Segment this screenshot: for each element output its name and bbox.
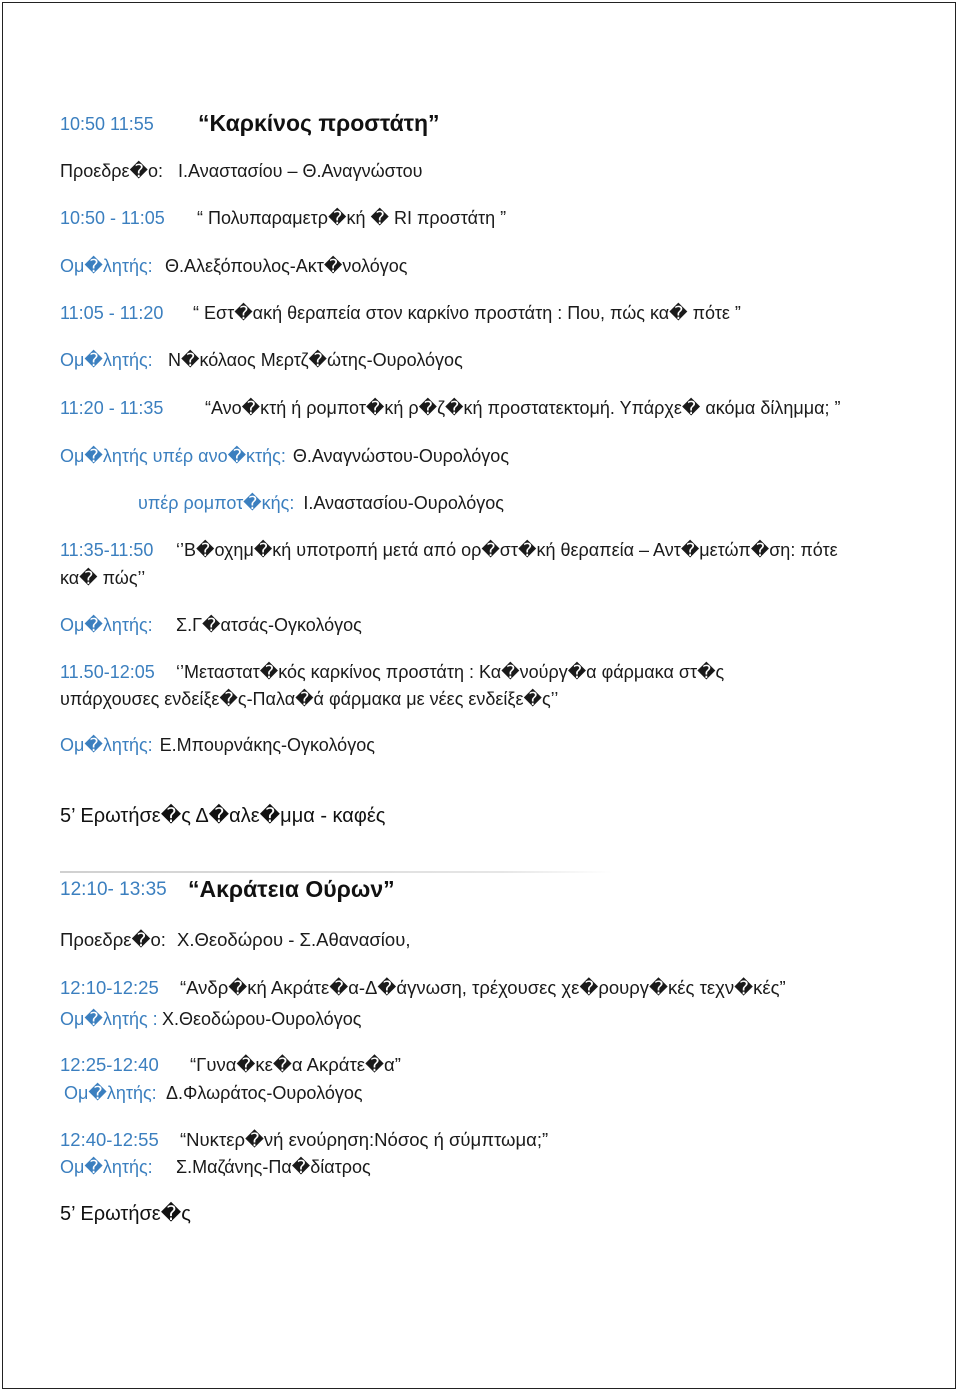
speaker-name: Ν�κόλαος Μερτζ�ώτης-Ουρολόγος — [168, 350, 463, 370]
talk-title: “ Εστ�ακή θεραπεία στον καρκίνο προστάτη : Που, πώς κα� πότε ” — [193, 303, 741, 323]
speaker-row-secondary — [138, 492, 504, 514]
speaker-row — [60, 445, 509, 467]
chairs-label: Προεδρε�ο: — [60, 929, 166, 950]
talk-row — [60, 397, 940, 419]
speaker-label: Ομ�λητής : — [60, 1009, 158, 1029]
talk-time: 11:05 - 11:20 — [60, 303, 164, 323]
speaker-name: Σ.Μαζάνης-Πα�δίατρος — [176, 1157, 371, 1177]
talk-title: “Νυκτερ�νή ενούρηση:Νόσος ή σύμπτωμα;” — [180, 1129, 549, 1150]
talk-time: 11:20 - 11:35 — [60, 398, 164, 418]
speaker-row — [60, 349, 940, 371]
chairs-names: Χ.Θεοδώρου - Σ.Αθανασίου, — [177, 929, 411, 950]
speaker-label: Ομ�λητής υπέρ ανο�κτής: — [60, 446, 286, 466]
session-2-break: 5’ Ερωτήσε�ς — [60, 1203, 191, 1225]
chairs-names: Ι.Αναστασίου – Θ.Αναγνώστου — [178, 161, 423, 181]
talk-time: 11:35-11:50 — [60, 540, 154, 560]
speaker-row — [60, 1008, 940, 1030]
speaker-label: Ομ�λητής: — [60, 615, 153, 635]
talk-title: “Ανδρ�κή Ακράτε�α-Δ�άγνωση, τρέχουσες χε�ρουργ�κές τεχν�κές” — [180, 977, 786, 998]
talk-row — [60, 539, 940, 561]
speaker-name: Θ.Αλεξόπουλος-Ακτ�νολόγος — [165, 256, 408, 276]
talk-row — [60, 302, 940, 324]
speaker-row — [64, 1082, 934, 1104]
talk-title-continuation: κα� πώς’’ — [60, 568, 146, 588]
talk-row — [60, 1054, 940, 1076]
speaker-row — [60, 614, 940, 636]
session-2-chairs — [60, 929, 410, 951]
speaker-name: Ε.Μπουρνάκης-Ογκολόγος — [159, 735, 375, 755]
speaker-name: Χ.Θεοδώρου-Ουρολόγος — [162, 1009, 362, 1029]
talk-time: 12:40-12:55 — [60, 1129, 159, 1150]
speaker-name: Σ.Γ�ατσάς-Ογκολόγος — [176, 615, 362, 635]
session-1-break: 5’ Ερωτήσε�ς Δ�αλε�μμα - καφές — [60, 805, 386, 827]
speaker-name: Θ.Αναγνώστου-Ουρολόγος — [292, 446, 509, 466]
talk-row — [60, 661, 940, 683]
talk-title: ‘’Μεταστατ�κός καρκίνος προστάτη : Κα�νούργ�α φάρμακα στ�ς — [176, 662, 725, 682]
session-1-chairs — [60, 160, 422, 182]
talk-time: 11.50-12:05 — [60, 662, 155, 682]
talk-time: 12:10-12:25 — [60, 977, 159, 998]
speaker-name: Ι.Αναστασίου-Ουρολόγος — [303, 493, 504, 513]
speaker-label: Ομ�λητής: — [60, 1157, 153, 1177]
talk-row — [60, 977, 940, 999]
talk-title-continuation: υπάρχουσες ενδείξε�ς-Παλα�ά φάρμακα με νέες ενδείξε�ς’’ — [60, 689, 559, 709]
talk-time: 10:50 - 11:05 — [60, 208, 165, 228]
speaker-label: Ομ�λητής: — [60, 350, 153, 370]
session-2-time: 12:10- 13:35 — [60, 879, 167, 900]
talk-row — [60, 207, 940, 229]
speaker-label: Ομ�λητής: — [60, 735, 153, 755]
speaker-row — [60, 734, 375, 756]
session-1-time: 10:50 11:55 — [60, 114, 154, 134]
speaker-row — [60, 1156, 940, 1178]
talk-time: 12:25-12:40 — [60, 1054, 159, 1075]
speaker-label: Ομ�λητής: — [64, 1083, 157, 1103]
speaker-label: υπέρ ρομποτ�κής: — [138, 493, 295, 513]
session-2-header — [60, 875, 940, 905]
talk-title: “Γυνα�κε�α Ακράτε�α” — [190, 1054, 401, 1075]
speaker-label: Ομ�λητής: — [60, 256, 153, 276]
session-1-title: “Καρκίνος προστάτη” — [198, 110, 440, 136]
section-divider — [60, 871, 612, 873]
talk-title: ‘’Β�οχημ�κή υποτροπή μετά από ορ�στ�κή θεραπεία – Αντ�μετώπ�ση: πότε — [176, 540, 838, 560]
speaker-row — [60, 255, 940, 277]
session-1-header — [60, 109, 940, 139]
talk-title: “ Πολυπαραμετρ�κή � RI προστάτη ” — [197, 208, 507, 228]
speaker-name: Δ.Φλωράτος-Ουρολόγος — [166, 1083, 363, 1103]
talk-title: “Ανο�κτή ή ρομποτ�κή ρ�ζ�κή προστατεκτομή. Υπάρχε� ακόμα δίλημμα; ” — [205, 398, 841, 418]
chairs-label: Προεδρε�ο: — [60, 161, 164, 181]
talk-row — [60, 1129, 940, 1151]
session-2-title: “Ακράτεια Ούρων” — [188, 876, 395, 902]
